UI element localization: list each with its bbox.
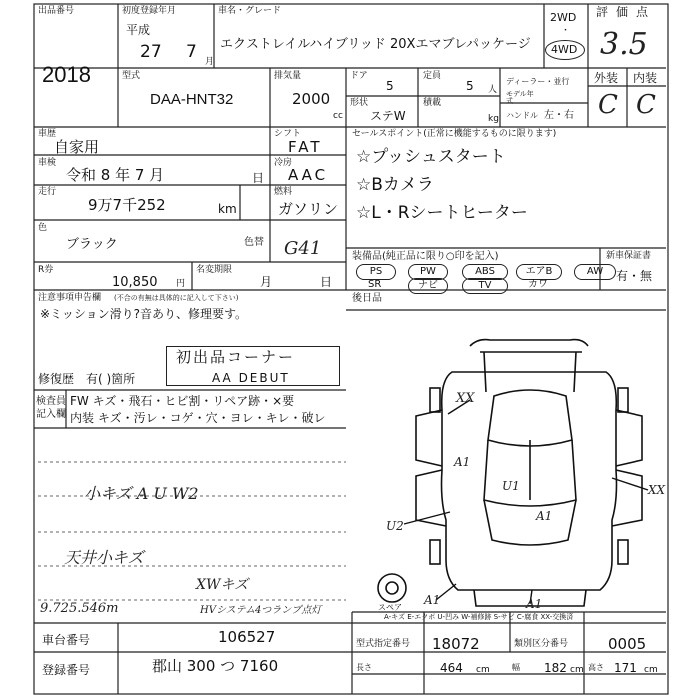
auction-sheet: 出品番号 2018 初度登録年月 平成 27 7 月 車名・グレード エクストレイルハイブリッド 20Xエマブレパッケージ 2WD ・ 4WD 評価点 3.5 外装 内装 C C 型式 DAA-HNT32 排気量 2000 cc ドア 5 定員 5 人 形状 ステW 積載 kg ディーラー・並行 モデル年式 ハンドル 左・右 車歴 自家用 シフト FAT 車検 令和 8 年 7 月 日 冷房 AAC 走行 9万7千252 km 燃料 ガソリン 色 ブラック 色替 G41 R券 10,850 円 名変期限 月 日 セールスポイント(正常に機能するものに限ります) ☆プッシュスタート ☆Bカメラ ☆L・Rシートヒーター 装備品(純正品に限り○印を記入) PS PW ABS エアB AW SR ナビ TV カワ 新車保証書 有・無 後日品 注意事項申告欄 (不合の有無は具体的に記入して下さい) ※ミッション滑り?音あり、修理要す。 初出品コーナー AA DEBUT 修復歴 有( )箇所 検査員 記入欄 FW キズ・飛石・ヒビ割・リペア跡・×要 内装 キズ・汚レ・コゲ・穴・ヨレ・キレ・破レ 小キズ A U W2 天井小キズ XWキズ 9.725.546m HVシステム4つランプ点灯 XX A1 U1 U2 A1 A1 XX A1 スペア A-キズ E-エクボ U-凹み W-補修跡 S-サビ C-腐食 XX-交換済 車台番号 106527 登録番号 郡山 300 つ 7160 型式指定番号 18072 類別区分番号 0005 長さ 464 cm 幅 182 cm 高さ 171 cm — [0, 0, 700, 700]
dealer-label: ディーラー・並行 — [506, 77, 570, 86]
mileage-value: 9万7千252 — [88, 196, 166, 214]
equip-aw: AW — [574, 264, 616, 280]
chassis-value: 106527 — [218, 628, 276, 646]
length-label: 長さ — [356, 663, 372, 672]
doors: 5 — [386, 79, 394, 93]
recycle-value: 10,850 — [112, 275, 158, 290]
warranty-value: 有・無 — [616, 269, 653, 283]
fuel-value: ガソリン — [278, 200, 339, 218]
month-unit: 月 — [205, 57, 215, 67]
model-designation-value: 18072 — [432, 635, 480, 653]
inspection-value: 令和 8 年 7 月 — [66, 166, 165, 184]
color-change-label: 色替 — [244, 237, 264, 248]
equip-pw: PW — [408, 264, 448, 280]
reg-year: 27 — [140, 42, 162, 62]
mileage-label: 走行 — [38, 187, 57, 197]
shape-label: 形状 — [350, 98, 369, 108]
model-label: 型式 — [122, 71, 141, 81]
width-unit: cm — [570, 665, 584, 675]
aircon-label: 冷房 — [274, 158, 293, 168]
capacity-unit: 人 — [488, 85, 498, 95]
chassis-label: 車台番号 — [42, 633, 91, 647]
inspector-label-2: 記入欄 — [36, 409, 66, 420]
lot-label: 出品番号 — [38, 6, 75, 16]
inspector-label-1: 検査員 — [36, 396, 66, 407]
hand-note-5: HVシステム4つランプ点灯 — [200, 605, 322, 616]
length-unit: cm — [476, 665, 490, 675]
mark-u1: U1 — [502, 479, 520, 493]
name-change-label: 名変期限 — [196, 265, 233, 275]
hand-note-3: XWキズ — [196, 577, 249, 593]
spare-label: スペア — [378, 603, 402, 612]
reg-month: 7 — [186, 42, 197, 62]
displacement-unit: cc — [333, 111, 343, 121]
mileage-unit: km — [218, 202, 237, 216]
mark-a1-rear: A1 — [536, 509, 553, 523]
load-unit: kg — [488, 114, 499, 124]
score-value: 3.5 — [600, 27, 648, 62]
history-label: 車歴 — [38, 129, 57, 139]
load-label: 積載 — [423, 98, 442, 108]
displacement-label: 排気量 — [274, 71, 302, 81]
mark-a1-left: A1 — [454, 455, 471, 469]
inspection-day: 日 — [252, 171, 265, 185]
aircon-value: AAC — [288, 166, 329, 184]
inspector-row-1: FW キズ・飛石・ヒビ割・リペア跡・×要 — [70, 394, 295, 408]
plate-label: 登録番号 — [42, 663, 91, 677]
shift-label: シフト — [274, 129, 302, 139]
warranty-label: 新車保証書 — [606, 251, 652, 261]
equip-airbag: エアB — [516, 264, 562, 280]
sales-point-2: ☆Bカメラ — [356, 175, 434, 195]
equip-tv: TV — [462, 278, 508, 294]
inspection-label: 車検 — [38, 158, 57, 168]
inspector-row-2: 内装 キズ・汚レ・コゲ・穴・ヨレ・キレ・破レ — [70, 411, 326, 425]
mark-xx-front: XX — [456, 391, 475, 406]
aftermarket-label: 後日品 — [352, 293, 382, 304]
hand-note-2: 天井小キズ — [64, 548, 144, 567]
fuel-label: 燃料 — [274, 187, 293, 197]
model-code: DAA-HNT32 — [150, 91, 234, 108]
notes-text: ※ミッション滑り?音あり、修理要す。 — [40, 307, 247, 321]
category-label: 類別区分番号 — [514, 639, 569, 649]
repair-value: 有( )箇所 — [86, 372, 136, 386]
shape: ステW — [370, 109, 406, 123]
category-value: 0005 — [608, 635, 647, 653]
mark-a1-bottom: A1 — [526, 597, 543, 611]
equipment-label: 装備品(純正品に限り○印を記入) — [352, 251, 499, 262]
history-value: 自家用 — [54, 138, 100, 156]
repair-label: 修復歴 — [38, 372, 75, 386]
name-change-month: 月 — [260, 275, 273, 289]
color-code: G41 — [284, 238, 322, 259]
ext-grade: C — [598, 90, 618, 120]
stamp-line2: AA DEBUT — [212, 371, 290, 385]
color-label: 色 — [38, 223, 48, 233]
color-value: ブラック — [66, 237, 118, 252]
notes-label: 注意事項申告欄 — [38, 293, 102, 303]
sales-point-1: ☆プッシュスタート — [356, 147, 506, 167]
hand-note-4: 9.725.546m — [40, 601, 119, 616]
equip-ps: PS — [356, 264, 396, 280]
car-name-label: 車名・グレード — [218, 6, 282, 16]
handle-value: 左・右 — [544, 110, 574, 121]
lot-number: 2018 — [42, 62, 91, 87]
capacity-label: 定員 — [423, 71, 442, 81]
width-label: 幅 — [512, 663, 520, 672]
car-name: エクストレイルハイブリッド 20Xエマブレパッケージ — [220, 37, 531, 52]
mark-xx-right: XX — [648, 483, 666, 497]
ext-label: 外装 — [594, 71, 619, 85]
notes-sublabel: (不合の有無は具体的に記入して下さい) — [114, 294, 239, 302]
handle-label: ハンドル — [506, 111, 538, 120]
recycle-label: R券 — [38, 265, 54, 275]
doors-label: ドア — [350, 71, 368, 81]
int-grade: C — [636, 90, 656, 120]
recycle-unit: 円 — [176, 279, 186, 289]
height-label: 高さ — [588, 663, 604, 672]
equip-sr: SR — [368, 279, 382, 290]
equip-abs: ABS — [462, 264, 508, 280]
height-value: 171 — [614, 661, 637, 675]
sales-label: セールスポイント(正常に機能するものに限ります) — [352, 129, 557, 139]
sales-point-3: ☆L・Rシートヒーター — [356, 203, 528, 223]
model-designation-label: 型式指定番号 — [356, 639, 411, 649]
hand-note-1: 小キズ A U W2 — [84, 484, 199, 503]
name-change-day: 日 — [320, 275, 333, 289]
drive-2wd: 2WD — [550, 11, 577, 24]
shift-value: FAT — [288, 138, 323, 156]
stamp-line1: 初出品コーナー — [176, 348, 296, 366]
plate-value: 郡山 300 つ 7160 — [152, 657, 279, 675]
legend-text: A-キズ E-エクボ U-凹み W-補修跡 S-サビ C-腐食 XX-交換済 — [384, 613, 574, 621]
equip-leather: カワ — [528, 279, 548, 290]
capacity: 5 — [466, 79, 474, 93]
era: 平成 — [126, 23, 151, 37]
model-year-label: モデル年式 — [506, 90, 534, 105]
mark-a1-bumper: A1 — [424, 593, 441, 607]
mark-u2: U2 — [386, 519, 404, 533]
width-value: 182 — [544, 661, 567, 675]
displacement: 2000 — [292, 90, 331, 108]
length-value: 464 — [440, 661, 463, 675]
height-unit: cm — [644, 665, 658, 675]
drive-4wd: 4WD — [551, 43, 578, 56]
first-reg-label: 初度登録年月 — [122, 6, 177, 16]
int-label: 内装 — [633, 71, 658, 85]
equip-navi: ナビ — [408, 278, 448, 294]
score-label: 評価点 — [596, 5, 657, 19]
